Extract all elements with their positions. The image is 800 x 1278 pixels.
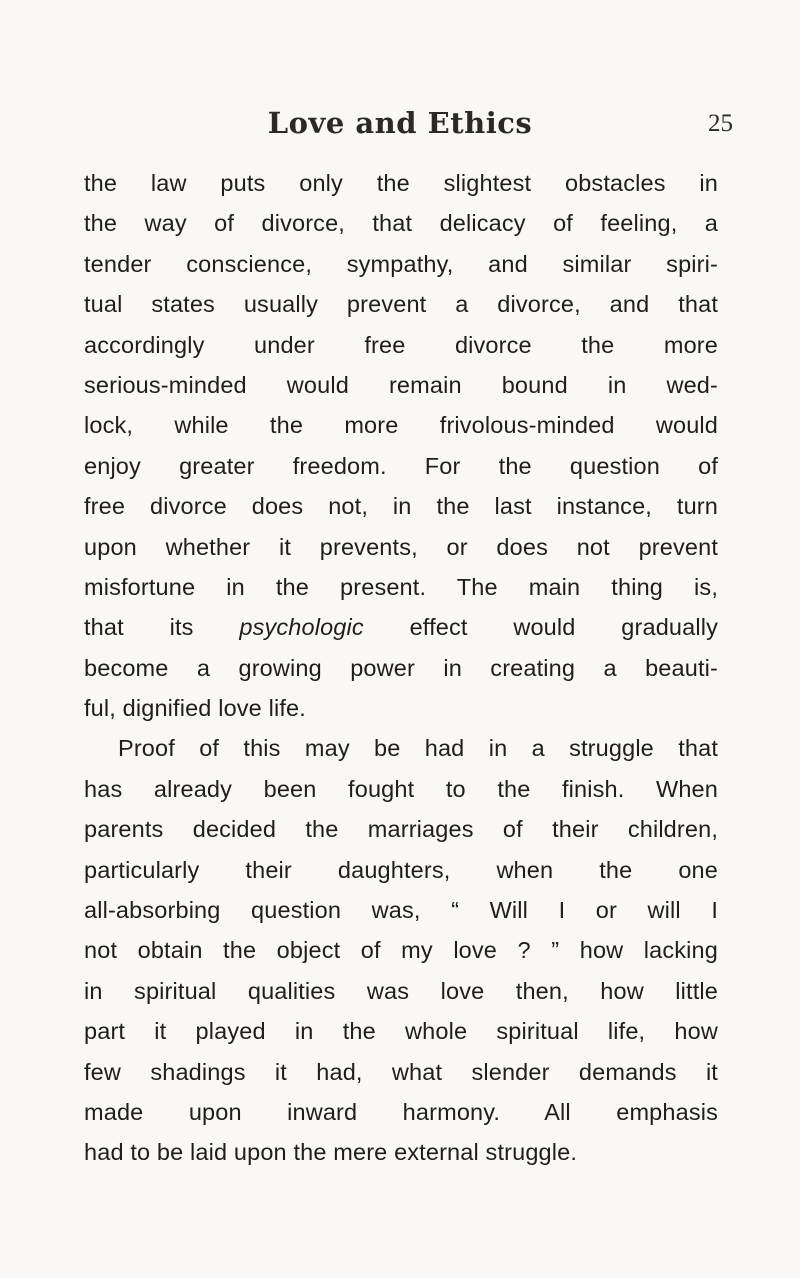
text-line: accordingly under free divorce the more: [84, 331, 718, 358]
text-line: become a growing power in creating a beauti-: [84, 654, 718, 681]
text-line: tender conscience, sympathy, and similar spiri-: [84, 250, 718, 277]
text-line: the law puts only the slightest obstacles in: [84, 170, 718, 196]
text-line: has already been fought to the finish. When: [84, 775, 718, 802]
text-line: Proof of this may be had in a struggle that: [118, 735, 718, 762]
text-line: few shadings it had, what slender demands it: [84, 1058, 718, 1085]
text-line: particularly their daughters, when the one: [84, 856, 718, 883]
text-line: [84, 607, 718, 647]
paragraph-2: [84, 728, 718, 1172]
text-line: misfortune in the present. The main thing is,: [84, 573, 718, 600]
text-line: not obtain the object of my love ? ” how lacking: [84, 937, 718, 964]
text-line: lock, while the more frivolous-minded would: [84, 412, 718, 439]
text-line: free divorce does not, in the last instance, turn: [84, 493, 718, 520]
text-line: serious-minded would remain bound in wed-: [84, 371, 718, 398]
text-line: ful, dignified love life.: [84, 695, 306, 722]
text-segment: effect would gradually: [363, 614, 718, 641]
text-line: made upon inward harmony. All emphasis: [84, 1098, 718, 1125]
text-line: had to be laid upon the mere external struggle.: [84, 1139, 578, 1166]
italic-word: psychologic: [239, 614, 364, 641]
text-line: parents decided the marriages of their children,: [84, 816, 718, 843]
text-line: upon whether it prevents, or does not prevent: [84, 533, 718, 560]
text-segment: that its: [84, 614, 240, 641]
text-line: tual states usually prevent a divorce, and that: [84, 291, 718, 318]
text-line: part it played in the whole spiritual life, how: [84, 1018, 718, 1045]
paragraph-1: [84, 163, 718, 728]
page-number: 25: [708, 110, 733, 137]
text-line: in spiritual qualities was love then, how little: [84, 977, 718, 1004]
body-text: [84, 163, 718, 1173]
text-line: the way of divorce, that delicacy of feeling, a: [84, 210, 718, 237]
running-head: Love and Ethics: [267, 106, 533, 140]
text-line: all-absorbing question was, “ Will I or will I: [84, 897, 718, 924]
page-header: [0, 106, 800, 146]
text-line: enjoy greater freedom. For the question of: [84, 452, 718, 479]
